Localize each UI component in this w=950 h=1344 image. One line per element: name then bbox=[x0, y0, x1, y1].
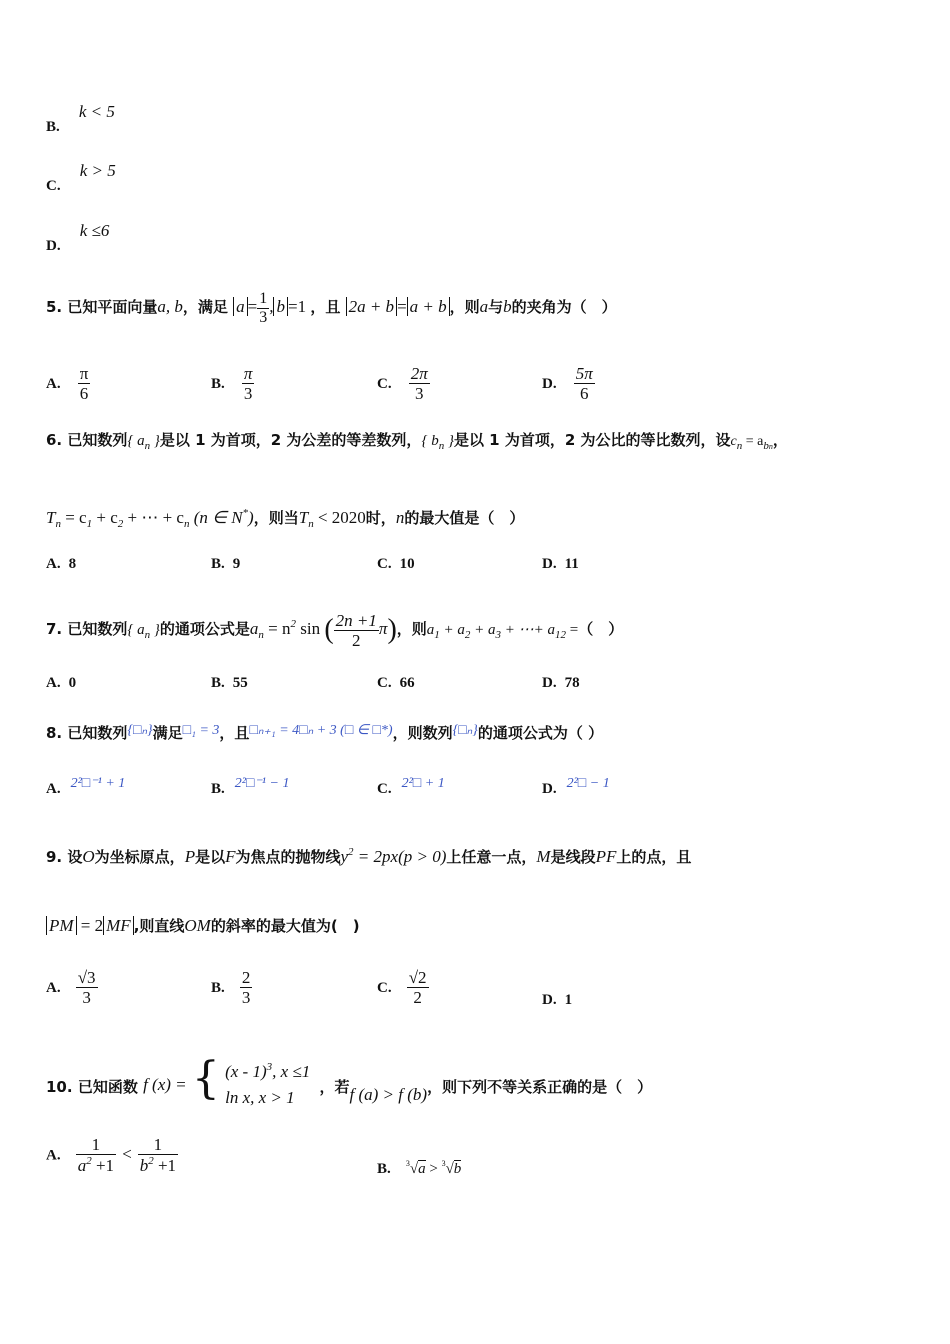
math-condition-2 bbox=[346, 297, 450, 316]
seq-expr: {□ₙ} bbox=[127, 723, 153, 738]
den bbox=[76, 1155, 116, 1175]
den: 3 bbox=[82, 988, 91, 1007]
option-text: 2²□⁻¹ + 1 bbox=[70, 776, 126, 791]
seq-a: { $a_n$ } bbox=[127, 433, 160, 452]
subscript: n bbox=[183, 518, 190, 530]
q7-stem bbox=[46, 596, 623, 663]
var-p: P bbox=[184, 847, 196, 866]
num: π bbox=[79, 364, 89, 383]
num: 2π bbox=[410, 364, 428, 383]
option-label: D. bbox=[542, 376, 557, 392]
den: 3 bbox=[259, 308, 268, 326]
option-label: A. bbox=[46, 781, 61, 797]
stem-text: 的斜率的最大值为( ) bbox=[210, 917, 360, 935]
subscript: 2 bbox=[464, 629, 471, 641]
stem-text: ,则直线 bbox=[133, 917, 185, 935]
subscript: n bbox=[144, 629, 151, 641]
var-o: O bbox=[82, 847, 95, 866]
stem-text: 的通项公式为（ ） bbox=[477, 724, 604, 742]
q9-option-d[interactable] bbox=[542, 992, 572, 1009]
var: b bbox=[431, 433, 439, 449]
q6-option-a[interactable] bbox=[46, 556, 76, 573]
subscript: n bbox=[736, 440, 743, 452]
option-fraction bbox=[409, 364, 430, 403]
q7-option-b[interactable] bbox=[211, 675, 248, 692]
init-expr: □₁ = 3 bbox=[182, 723, 220, 738]
option-text: 9 bbox=[232, 556, 241, 572]
option-label: A. bbox=[46, 556, 61, 572]
math-vars: a, b bbox=[157, 297, 183, 316]
option-expr: k ≤6 bbox=[79, 221, 110, 240]
ratio-cond bbox=[46, 916, 134, 935]
num: 5π bbox=[575, 364, 593, 383]
stem-text: 的最大值是（ ） bbox=[404, 509, 525, 527]
q4-option-d[interactable] bbox=[46, 221, 110, 254]
abs-right: a + b bbox=[407, 297, 450, 316]
den: 3 bbox=[243, 384, 253, 403]
subscript: n bbox=[308, 518, 314, 530]
stem-text: 与 bbox=[488, 298, 504, 316]
stem-text: 已知数列 bbox=[67, 724, 128, 742]
q6-option-d[interactable] bbox=[542, 556, 579, 573]
option-label: C. bbox=[377, 376, 392, 392]
option-text: 11 bbox=[564, 556, 579, 572]
stem-text: 为坐标原点， bbox=[94, 848, 185, 866]
seq-b: { $b_n$ } bbox=[421, 433, 454, 452]
var-pf: PF bbox=[595, 847, 617, 866]
q9-stem-line1 bbox=[46, 834, 691, 875]
num: 2 bbox=[241, 968, 251, 987]
subscript: n bbox=[438, 440, 445, 452]
sin: sin bbox=[296, 619, 321, 638]
option-text: 66 bbox=[399, 675, 415, 691]
den: 6 bbox=[579, 384, 589, 403]
q8-option-d[interactable] bbox=[542, 772, 610, 797]
q5-option-a[interactable] bbox=[46, 364, 90, 403]
var: a bbox=[426, 622, 435, 638]
var: T bbox=[46, 508, 56, 527]
option-label: A. bbox=[46, 1147, 61, 1164]
option-label: B. bbox=[211, 376, 225, 392]
option-expr: k > 5 bbox=[79, 161, 116, 180]
subscript: 2 bbox=[117, 518, 124, 530]
num: 1 bbox=[76, 1135, 116, 1155]
question-number: 7. bbox=[46, 620, 63, 638]
seq-a: { $a_n$ } bbox=[127, 622, 160, 641]
stem-text: 为焦点的抛物线 bbox=[235, 848, 341, 866]
cond: < 2020 bbox=[313, 508, 366, 527]
option-fraction bbox=[240, 968, 253, 1007]
root-index: 3 bbox=[405, 1159, 410, 1168]
option-fraction bbox=[76, 968, 98, 1007]
dots: + ⋯ + c bbox=[123, 508, 184, 527]
eq: = c bbox=[60, 508, 87, 527]
stem-text: 上的点，且 bbox=[616, 848, 692, 866]
option-label: D. bbox=[542, 781, 557, 797]
option-label: B. bbox=[377, 1161, 391, 1177]
q8-option-c[interactable] bbox=[377, 772, 445, 797]
num: √2 bbox=[408, 968, 427, 987]
option-label: C. bbox=[46, 178, 61, 194]
option-label: B. bbox=[211, 675, 225, 691]
plus: + c bbox=[92, 508, 118, 527]
parabola-eq bbox=[341, 847, 447, 866]
option-text: 78 bbox=[564, 675, 580, 691]
superscript: 2 bbox=[148, 1155, 154, 1167]
case-1 bbox=[225, 1054, 310, 1085]
den: 3 bbox=[414, 384, 424, 403]
stem-text: 的通项公式是 bbox=[159, 620, 250, 638]
stem-text: 已知数列 bbox=[67, 620, 128, 638]
question-number: 8. bbox=[46, 724, 63, 742]
stem-text: 已知数列 bbox=[67, 431, 128, 449]
q6-option-b[interactable] bbox=[211, 556, 240, 573]
eq: = n bbox=[263, 619, 291, 638]
eq: = bbox=[397, 297, 407, 316]
stem-text: 是以 1 为首项，2 为公差的等差数列， bbox=[159, 431, 422, 449]
radicand: b bbox=[453, 1161, 462, 1177]
eq: = a bbox=[742, 434, 764, 449]
abs-pm: PM bbox=[46, 916, 77, 935]
plus: +1 bbox=[91, 1156, 115, 1175]
superscript: 2 bbox=[348, 846, 354, 858]
stem-text: ，则下列不等关系正确的是（ ） bbox=[427, 1078, 653, 1096]
stem-text: 时， bbox=[365, 509, 396, 527]
radicand: a bbox=[418, 1161, 426, 1177]
question-number: 10. bbox=[46, 1078, 73, 1096]
cond: (p > 0) bbox=[398, 847, 447, 866]
eq: = bbox=[247, 297, 258, 316]
stem-text: ，满足 bbox=[182, 298, 228, 316]
expr: (x - 1) bbox=[225, 1062, 267, 1081]
stem-text: 已知函数 bbox=[77, 1078, 138, 1096]
option-label: B. bbox=[211, 781, 225, 797]
superscript: 2 bbox=[290, 618, 296, 630]
option-text: 10 bbox=[399, 556, 415, 572]
stem-text: ，则当 bbox=[253, 509, 299, 527]
den: 3 bbox=[241, 988, 251, 1007]
stem-text: 是线段 bbox=[550, 848, 596, 866]
cond: (n ∈ N bbox=[193, 508, 243, 527]
q9-stem-line2 bbox=[46, 908, 360, 944]
den: 6 bbox=[79, 384, 89, 403]
option-text: 1 bbox=[564, 992, 573, 1008]
q9-option-b[interactable] bbox=[211, 968, 252, 1007]
rhs: = 2px bbox=[353, 847, 399, 866]
pi: π bbox=[378, 619, 388, 638]
subscript: n bbox=[55, 518, 61, 530]
option-fraction bbox=[574, 364, 595, 403]
stem-text: （ ） bbox=[578, 620, 624, 638]
option-label: C. bbox=[377, 556, 392, 572]
case-2: ln x, x > 1 bbox=[225, 1088, 295, 1107]
q8-option-a[interactable] bbox=[46, 772, 126, 797]
den: 2 bbox=[413, 988, 422, 1007]
option-fraction bbox=[242, 364, 255, 403]
option-label: B. bbox=[211, 980, 225, 996]
var: T bbox=[298, 508, 309, 527]
c-def bbox=[730, 434, 773, 452]
var-f: F bbox=[225, 847, 236, 866]
abs-a: a bbox=[233, 297, 248, 316]
option-fraction bbox=[407, 968, 429, 1007]
var: y bbox=[340, 847, 349, 866]
t-cond bbox=[298, 508, 366, 530]
abs-b: b bbox=[273, 297, 288, 316]
plus: +1 bbox=[153, 1156, 177, 1175]
abs-mf: MF bbox=[103, 916, 134, 935]
option-text: 2²□ − 1 bbox=[566, 776, 610, 791]
superscript: 2 bbox=[86, 1155, 92, 1167]
cuberoot-expr: $^3$√a > $^3$√b bbox=[405, 1159, 462, 1177]
formula: $a_n = n^2$ sin ( $\frac{2n +1}{2}$ π) bbox=[249, 610, 397, 650]
stem-text: ，且 bbox=[310, 298, 341, 316]
q9-option-c[interactable] bbox=[377, 968, 429, 1007]
relation: < bbox=[121, 1144, 133, 1164]
num: 2n +1 bbox=[335, 610, 377, 630]
den: 2 bbox=[352, 630, 361, 650]
var-a: a bbox=[479, 297, 489, 316]
var: a bbox=[249, 619, 259, 638]
num: 1 bbox=[138, 1135, 178, 1155]
stem-text: ，则 bbox=[449, 298, 480, 316]
option-label: A. bbox=[46, 376, 61, 392]
q10-option-a[interactable] bbox=[46, 1135, 178, 1175]
sum: $a_1 + a_2 + a_3$ + ⋯+ $a_{12}$ = bbox=[426, 622, 579, 641]
question-number: 9. bbox=[46, 848, 63, 866]
stem-text: ，若 bbox=[319, 1078, 350, 1096]
den bbox=[138, 1155, 178, 1175]
root-index: 3 bbox=[441, 1159, 446, 1168]
q7-option-d[interactable] bbox=[542, 675, 580, 692]
q4-option-c[interactable] bbox=[46, 161, 116, 194]
fraction-left bbox=[76, 1135, 116, 1175]
eq: = bbox=[566, 622, 579, 638]
q10-option-b[interactable] bbox=[377, 1158, 461, 1178]
stem-text: 设 bbox=[67, 848, 83, 866]
q4-option-b[interactable] bbox=[46, 102, 115, 135]
q10-stem bbox=[46, 1052, 652, 1108]
var: c bbox=[730, 434, 737, 449]
superscript: 3 bbox=[266, 1061, 273, 1073]
q7-option-a[interactable] bbox=[46, 675, 76, 692]
var: a bbox=[77, 1156, 87, 1175]
num: √3 bbox=[77, 968, 96, 987]
stem-text: ，且 bbox=[219, 724, 250, 742]
eq: = 2 bbox=[76, 916, 104, 935]
q5-stem bbox=[46, 282, 617, 332]
abs-left: 2a + b bbox=[346, 297, 397, 316]
relation: > bbox=[425, 1161, 442, 1177]
option-label: D. bbox=[542, 675, 557, 691]
subscript: 12 bbox=[555, 629, 567, 641]
fraction-right bbox=[138, 1135, 178, 1175]
q5-option-d[interactable] bbox=[542, 364, 595, 403]
option-expr: k < 5 bbox=[78, 102, 115, 121]
option-label: C. bbox=[377, 675, 392, 691]
subscript: bn bbox=[763, 440, 773, 452]
num: 1 bbox=[259, 289, 268, 307]
var-b: b bbox=[503, 297, 512, 316]
stem-text: ，则数列 bbox=[392, 724, 453, 742]
q6-stem-line1 bbox=[46, 420, 788, 467]
num: π bbox=[243, 364, 253, 383]
subscript: n bbox=[258, 629, 264, 641]
brace: { bbox=[191, 1053, 220, 1104]
recurrence-expr: □ₙ₊₁ = 4□ₙ + 3 (□ ∈ □*) bbox=[249, 723, 393, 738]
q6-option-c[interactable] bbox=[377, 556, 415, 573]
option-text: 55 bbox=[232, 675, 248, 691]
stem-text: ，则 bbox=[396, 620, 427, 638]
piecewise bbox=[192, 1054, 310, 1111]
var-n: n bbox=[395, 508, 405, 527]
var: a bbox=[137, 433, 145, 449]
subscript: 1 bbox=[434, 629, 440, 641]
subscript: n bbox=[144, 440, 151, 452]
option-label: D. bbox=[542, 556, 557, 572]
option-label: B. bbox=[211, 556, 225, 572]
option-fraction bbox=[78, 364, 91, 403]
option-label: D. bbox=[542, 992, 557, 1008]
q5-option-c[interactable] bbox=[377, 364, 430, 403]
question-number: 6. bbox=[46, 431, 63, 449]
option-label: D. bbox=[46, 238, 61, 254]
rhs: =1 bbox=[287, 297, 307, 316]
option-label: C. bbox=[377, 980, 392, 996]
q8-stem bbox=[46, 716, 603, 748]
superscript: * bbox=[242, 507, 249, 519]
fx: f (x) = bbox=[143, 1075, 187, 1094]
q7-option-c[interactable] bbox=[377, 675, 415, 692]
stem-text: 是以 bbox=[195, 848, 226, 866]
subscript: 1 bbox=[86, 518, 93, 530]
fraction bbox=[257, 290, 269, 327]
q5-option-b[interactable] bbox=[211, 364, 254, 403]
stem-text: 上任意一点， bbox=[446, 848, 537, 866]
cond: , x ≤1 bbox=[272, 1062, 311, 1081]
stem-text: 的夹角为（ ） bbox=[511, 298, 617, 316]
var-m: M bbox=[536, 847, 551, 866]
q9-option-a[interactable] bbox=[46, 968, 98, 1007]
stem-text: 满足 bbox=[152, 724, 183, 742]
t-def: $T_n = c_1 + c_2$ + ⋯ + $c_n$ (n ∈ N*) bbox=[46, 507, 254, 530]
fraction bbox=[334, 611, 379, 650]
var: b bbox=[139, 1156, 149, 1175]
stem-text: 已知平面向量 bbox=[67, 298, 158, 316]
option-label: A. bbox=[46, 980, 61, 996]
subscript: 3 bbox=[495, 629, 502, 641]
var: a bbox=[137, 622, 145, 638]
option-text: 2²□ + 1 bbox=[401, 776, 445, 791]
q8-option-b[interactable] bbox=[211, 772, 290, 797]
stem-text: ， bbox=[772, 431, 788, 449]
option-text: 2²□⁻¹ − 1 bbox=[234, 776, 290, 791]
option-text: 8 bbox=[68, 556, 77, 572]
option-label: B. bbox=[46, 119, 60, 135]
question-number: 5. bbox=[46, 298, 63, 316]
cond-expr: f (a) > f (b) bbox=[349, 1085, 428, 1104]
q6-stem-line2 bbox=[46, 498, 524, 539]
option-text: 0 bbox=[68, 675, 77, 691]
stem-text: 是以 1 为首项，2 为公比的等比数列，设 bbox=[453, 431, 731, 449]
option-label: A. bbox=[46, 675, 61, 691]
seq-expr: {□ₙ} bbox=[452, 723, 478, 738]
option-label: C. bbox=[377, 781, 392, 797]
math-condition-1: a = $\frac{1}{3}$ , b =1 bbox=[233, 297, 310, 316]
var-om: OM bbox=[184, 916, 211, 935]
